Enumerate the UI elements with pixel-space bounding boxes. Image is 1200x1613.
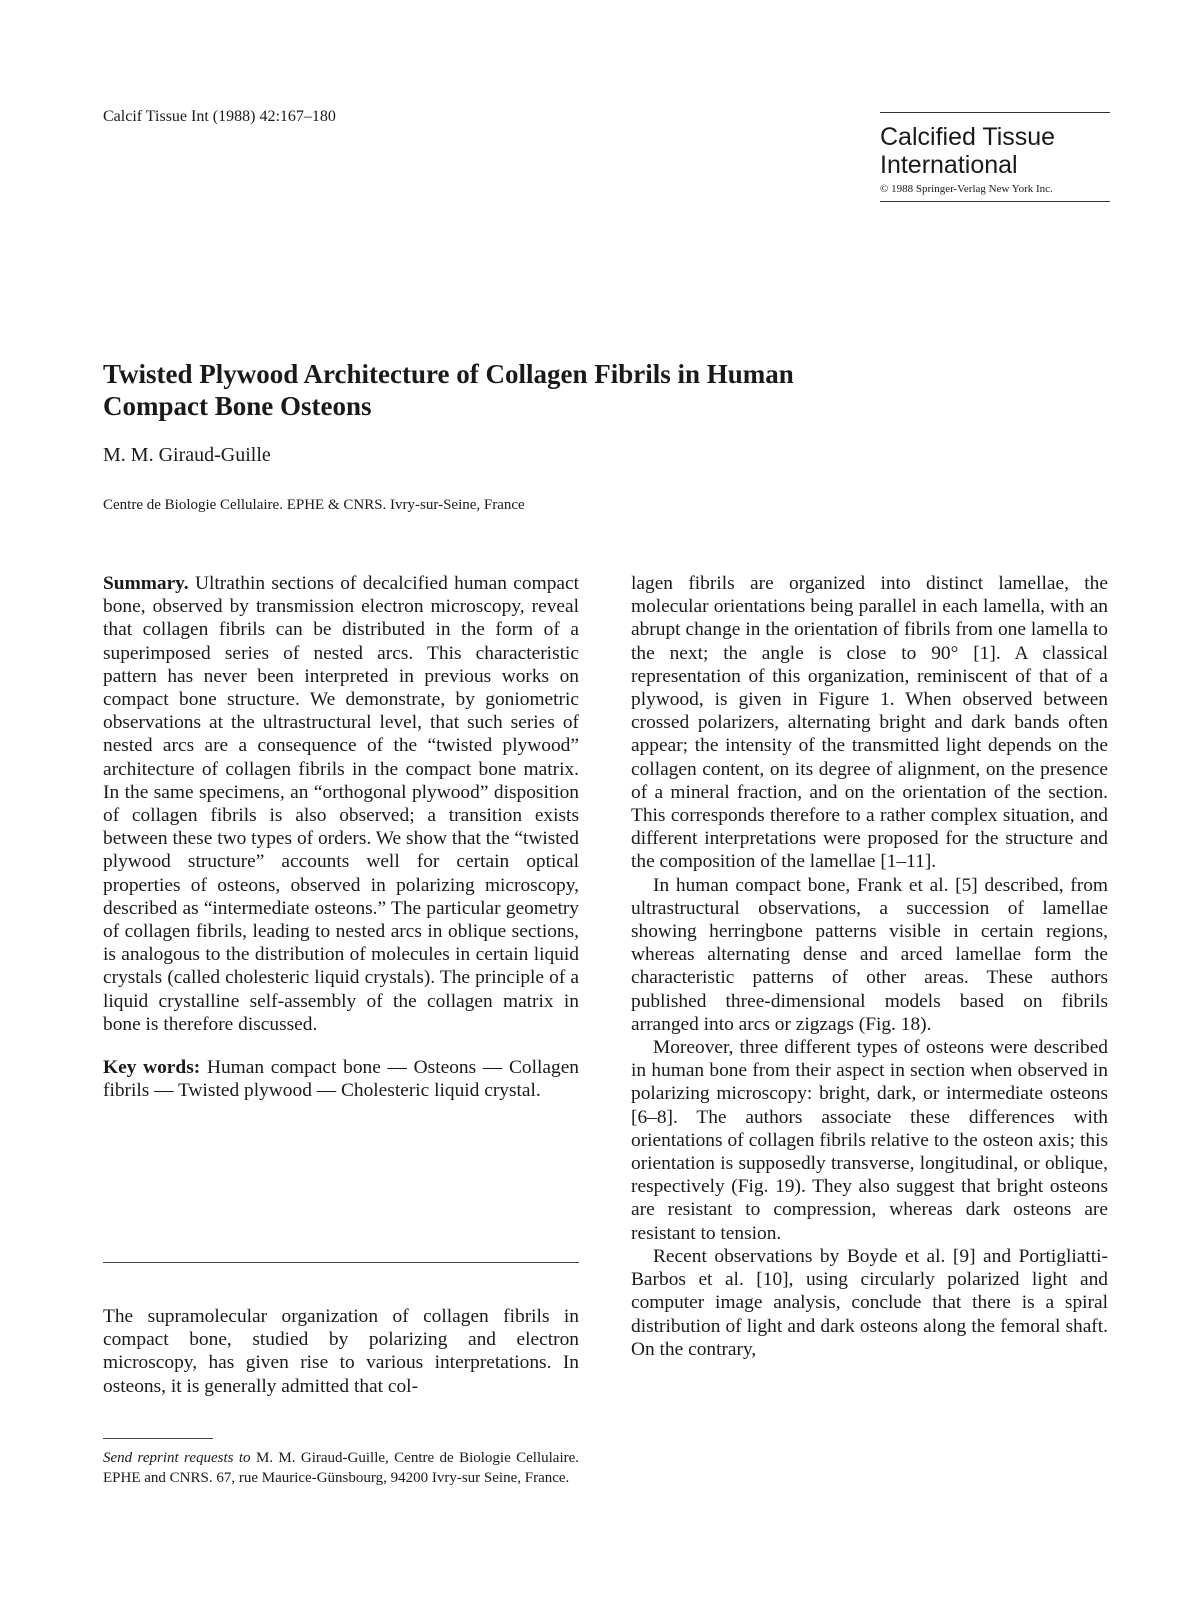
intro-text: The supramolecular organization of collagen fibrils in compact bone, studied by polarizing and electron microscopy, has given rise to various interpretations. In osteons, it is generally admitted that col- [103, 1306, 579, 1397]
right-column [631, 572, 1108, 1361]
summary-label: Summary. [103, 573, 189, 594]
summary-paragraph [103, 572, 579, 1036]
body-paragraph-2: In human compact bone, Frank et al. [5] described, from ultrastructural observations, a succession of lamellae showing herringbone patterns visible in certain regions, whereas alternating dense and arced lamellae form the characteristic patterns of other areas. These authors published three-dimensional models based on fibrils arranged into arcs or zigzags (Fig. 18). [631, 874, 1108, 1035]
journal-masthead [880, 112, 1110, 202]
body-paragraph-3: Moreover, three different types of osteons were described in human bone from their aspect in section when observed in polarizing microscopy: bright, dark, or intermediate osteons [6–8]. The authors associate these differences with orientations of collagen fibrils relative to the osteon axis; this orientation is supposedly transverse, longitudinal, or oblique, respectively (Fig. 19). They also suggest that bright osteons are resistant to compression, whereas dark osteons are resistant to tension. [631, 1037, 1108, 1244]
author-affiliation: Centre de Biologie Cellulaire. EPHE & CNRS. Ivry-sur-Seine, France [103, 497, 525, 513]
intro-paragraph [103, 1305, 579, 1398]
article-title: Twisted Plywood Architecture of Collagen Fibrils in Human Compact Bone Osteons [103, 359, 794, 421]
copyright-notice: © 1988 Springer-Verlag New York Inc. [880, 183, 1053, 195]
reprint-footnote [103, 1448, 579, 1488]
summary-text: Ultrathin sections of decalcified human compact bone, observed by transmission electron microscopy, reveal that collagen fibrils can be distributed in the form of a superimposed series of nested arcs. This characteristic pattern has never been interpreted in previous works on compact bone structure. We demonstrate, by goniometric observations at the ultrastructural level, that such series of nested arcs are a consequence of the “twisted plywood” architecture of collagen fibrils in the compact bone matrix. In the same specimens, an “orthogonal plywood” disposition of collagen fibrils is also observed; a transition exists between these two types of orders. We show that the “twisted plywood structure” accounts well for certain optical properties of osteons, observed in polarizing microscopy, described as “intermediate osteons.” The particular geometry of collagen fibrils, leading to nested arcs in oblique sections, is analogous to the distribution of molecules in certain liquid crystals (called cholesteric liquid crystals). The principle of a liquid crystalline self-assembly of the collagen matrix in bone is therefore discussed. [103, 573, 579, 1035]
body-paragraph-4: Recent observations by Boyde et al. [9] and Portigliatti-Barbos et al. [10], using circularly polarized light and computer image analysis, conclude that there is a spiral distribution of light and dark osteons along the femoral shaft. On the contrary, [631, 1245, 1108, 1360]
keywords-paragraph [103, 1056, 579, 1102]
article-author: M. M. Giraud-Guille [103, 444, 271, 466]
keywords-text: Human compact bone — Osteons — Collagen fibrils — Twisted plywood — Cholesteric liquid crystal. [103, 1057, 579, 1102]
journal-name-line1: Calcified Tissue [880, 123, 1056, 151]
journal-citation: Calcif Tissue Int (1988) 42:167–180 [103, 108, 336, 125]
section-divider [103, 1262, 579, 1263]
footnote-divider [103, 1438, 213, 1439]
body-paragraph-1: lagen fibrils are organized into distinct lamellae, the molecular orientations being parallel in each lamella, with an abrupt change in the orientation of fibrils from one lamella to the next; the angle is close to 90° [1]. A classical representation of this organization, reminiscent of that of a plywood, is given in Figure 1. When observed between crossed polarizers, alternating bright and dark bands often appear; the intensity of the transmitted light depends on the collagen content, on its degree of alignment, on the presence of a mineral fraction, and on the orientation of the section. This corresponds therefore to a rather complex situation, and different interpretations were proposed for the structure and the composition of the lamellae [1–11]. [631, 573, 1108, 873]
keywords-label: Key words: [103, 1057, 201, 1079]
journal-name-line2: International [880, 151, 1018, 179]
footnote-label: Send reprint requests to [103, 1450, 251, 1466]
left-column [103, 572, 579, 1102]
footnote-text: M. M. Giraud-Guille, Centre de Biologie Cellulaire. EPHE and CNRS. 67, rue Maurice-Günsbourg, 94200 Ivry-sur Seine, France. [103, 1450, 580, 1486]
